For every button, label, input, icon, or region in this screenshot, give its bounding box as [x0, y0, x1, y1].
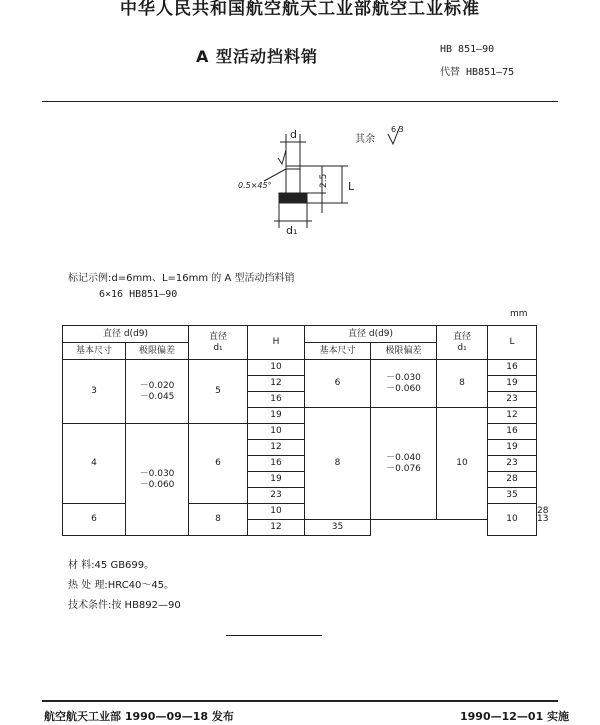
header-divider [42, 101, 558, 102]
effective-date: 1990—12—01 实施 [460, 710, 570, 723]
header-d1-left: 直径 d₁ [189, 326, 248, 360]
dimension-table: 直径 d(d9) 直径 d₁ H 直径 d(d9) 直径 d₁ L 基本尺寸 极限偏差 基本尺寸 极限偏差 3 －0.020 －0.045 5 10 6 －0.030 －0.060 8 16 12 19 16 23 19 8 －0.040 －0.076 10 12 4 －0.030 －0.060 6 10 16 12 19 16 23 19 28 23 35 6 8 10 10 13 28 12 35 [62, 325, 537, 536]
pin-head [279, 193, 307, 203]
marking-example: 标记示例:d=6mm、L=16mm 的 A 型活动挡料销 [68, 273, 295, 284]
cell-H: 16 [248, 456, 305, 472]
pin-shank [286, 166, 300, 193]
cell-L: 28 [488, 472, 537, 488]
cell-H: 19 [248, 472, 305, 488]
footer-divider [42, 700, 558, 702]
cell-deviation-left: －0.020 －0.045 [126, 360, 189, 424]
cell-L: 35 [488, 488, 537, 504]
header-diameter-right: 直径 d(d9) [305, 326, 437, 343]
cell-d1-left: 6 [189, 424, 248, 504]
document-title: A 型活动挡料销 [196, 47, 318, 66]
cell-d-left: 6 [63, 504, 126, 536]
header-diameter-left: 直径 d(d9) [63, 326, 189, 343]
standard-number: HB 851—90 [440, 44, 495, 55]
cell-deviation-right: －0.030 －0.060 [371, 360, 437, 408]
cell-H: 16 [248, 392, 305, 408]
end-rule [226, 635, 322, 636]
label-chamfer: 0.5×45° [238, 181, 272, 190]
header-basic-size-left: 基本尺寸 [63, 343, 126, 360]
cell-H: 10 [248, 504, 305, 520]
cell-d-left: 3 [63, 360, 126, 424]
header-H: H [248, 326, 305, 360]
cell-H: 12 [248, 440, 305, 456]
note-tech-conditions: 技术条件:按 HB892—90 [68, 600, 181, 611]
chamfer-leader [264, 169, 286, 181]
label-d: d [290, 128, 297, 141]
cell-H: 10 [248, 360, 305, 376]
cell-L: 19 [488, 440, 537, 456]
cell-d1-right: 10 [437, 408, 488, 520]
cell-d-right: 6 [305, 360, 371, 408]
cell-H: 12 [248, 376, 305, 392]
marking-example-code: 6×16 HB851—90 [99, 289, 178, 300]
cell-deviation-right: －0.040 －0.076 [371, 408, 437, 520]
header-basic-size-right: 基本尺寸 [305, 343, 371, 360]
issued-date: 航空航天工业部 1990—09—18 发布 [44, 710, 234, 723]
note-material: 材 料:45 GB699。 [68, 560, 155, 571]
cell-d-right: 8 [305, 408, 371, 520]
cell-d1-left: 8 [189, 504, 248, 536]
label-dim-2-5: 2.5 [319, 173, 329, 188]
note-heat-treatment: 热 处 理:HRC40～45。 [68, 580, 175, 591]
cell-d-left: 4 [63, 424, 126, 504]
cell-L: 23 [488, 392, 537, 408]
cell-L: 12 [488, 408, 537, 424]
cell-H: 12 [248, 520, 305, 536]
label-d1: d₁ [286, 224, 298, 237]
cell-H: 19 [248, 408, 305, 424]
label-roughness: 6.3 [391, 125, 404, 134]
header-d1-right: 直径 d₁ [437, 326, 488, 360]
header-deviation-left: 极限偏差 [126, 343, 189, 360]
cell-deviation-left: －0.030 －0.060 [126, 424, 189, 536]
cell-d1-left: 5 [189, 360, 248, 424]
cell-L: 19 [488, 376, 537, 392]
standard-header-title: 中华人民共和国航空航天工业部航空工业标准 [120, 0, 480, 19]
cell-H: 23 [248, 488, 305, 504]
cell-d1-right: 8 [437, 360, 488, 408]
replaces-standard: 代替 HB851—75 [440, 67, 515, 78]
header-deviation-right: 极限偏差 [371, 343, 437, 360]
unit-label: mm [510, 309, 528, 319]
cell-H: 10 [248, 424, 305, 440]
cell-L: 16 [488, 424, 537, 440]
label-L: L [348, 180, 355, 193]
roughness-mark-side [278, 150, 286, 164]
pin-drawing [220, 118, 420, 238]
header-L: L [488, 326, 537, 360]
cell-d-right: 10 [488, 504, 537, 536]
cell-L: 35 [305, 520, 371, 536]
cell-L: 23 [488, 456, 537, 472]
cell-L: 16 [488, 360, 537, 376]
label-rest: 其余 [355, 134, 375, 145]
